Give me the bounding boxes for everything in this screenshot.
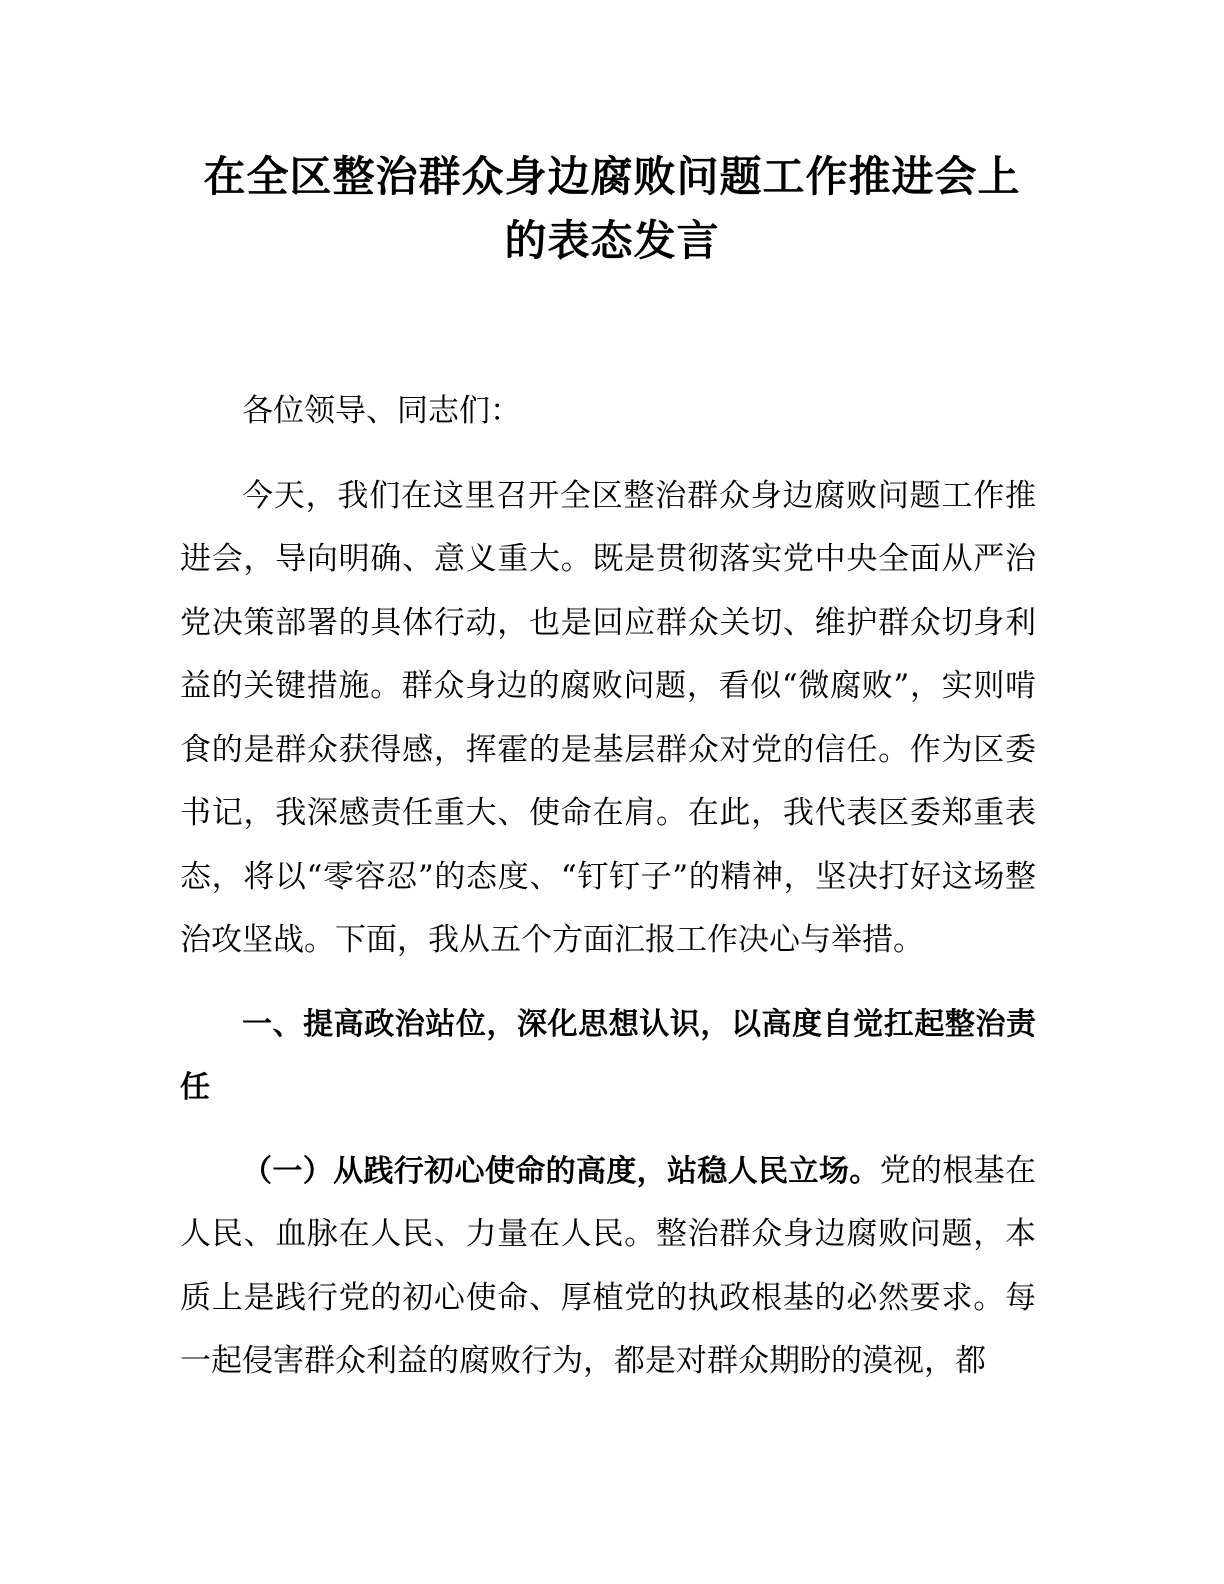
section-1-heading: 一、提高政治站位，深化思想认识，以高度自觉扛起整治责任: [180, 1006, 1036, 1105]
document-title: [150, 145, 1074, 273]
greeting: 各位领导、同志们：: [242, 393, 521, 429]
subsection-1-text: 党的根基在人民、血脉在人民、力量在人民。整治群众身边腐败问题，本质上是践行党的初心使命、厚植党的执政根基的必然要求。每一起侵害群众利益的腐败行为，都是对群众期盼的漠视，都: [180, 1152, 1037, 1379]
title-line-1: 在全区整治群众身边腐败问题工作推进会上: [203, 152, 1021, 201]
subsection-1-paragraph: [180, 1140, 1036, 1394]
subsection-1-heading: （一）从践行初心使命的高度，站稳人民立场。: [242, 1153, 880, 1189]
intro-paragraph: 今天，我们在这里召开全区整治群众身边腐败问题工作推进会，导向明确、意义重大。既是贯彻落实党中央全面从严治党决策部署的具体行动，也是回应群众关切、维护群众切身利益的关键措施。群众身边的腐败问题，看似“微腐败”，实则啃食的是群众获得感，挥霍的是基层群众对党的信任。作为区委书记，我深感责任重大、使命在肩。在此，我代表区委郑重表态，将以“零容忍”的态度、“钉钉子”的精神，坚决打好这场整治攻坚战。下面，我从五个方面汇报工作决心与举措。: [180, 477, 1036, 958]
title-line-2: 的表态发言: [504, 216, 720, 265]
document-body: [180, 380, 1036, 1394]
